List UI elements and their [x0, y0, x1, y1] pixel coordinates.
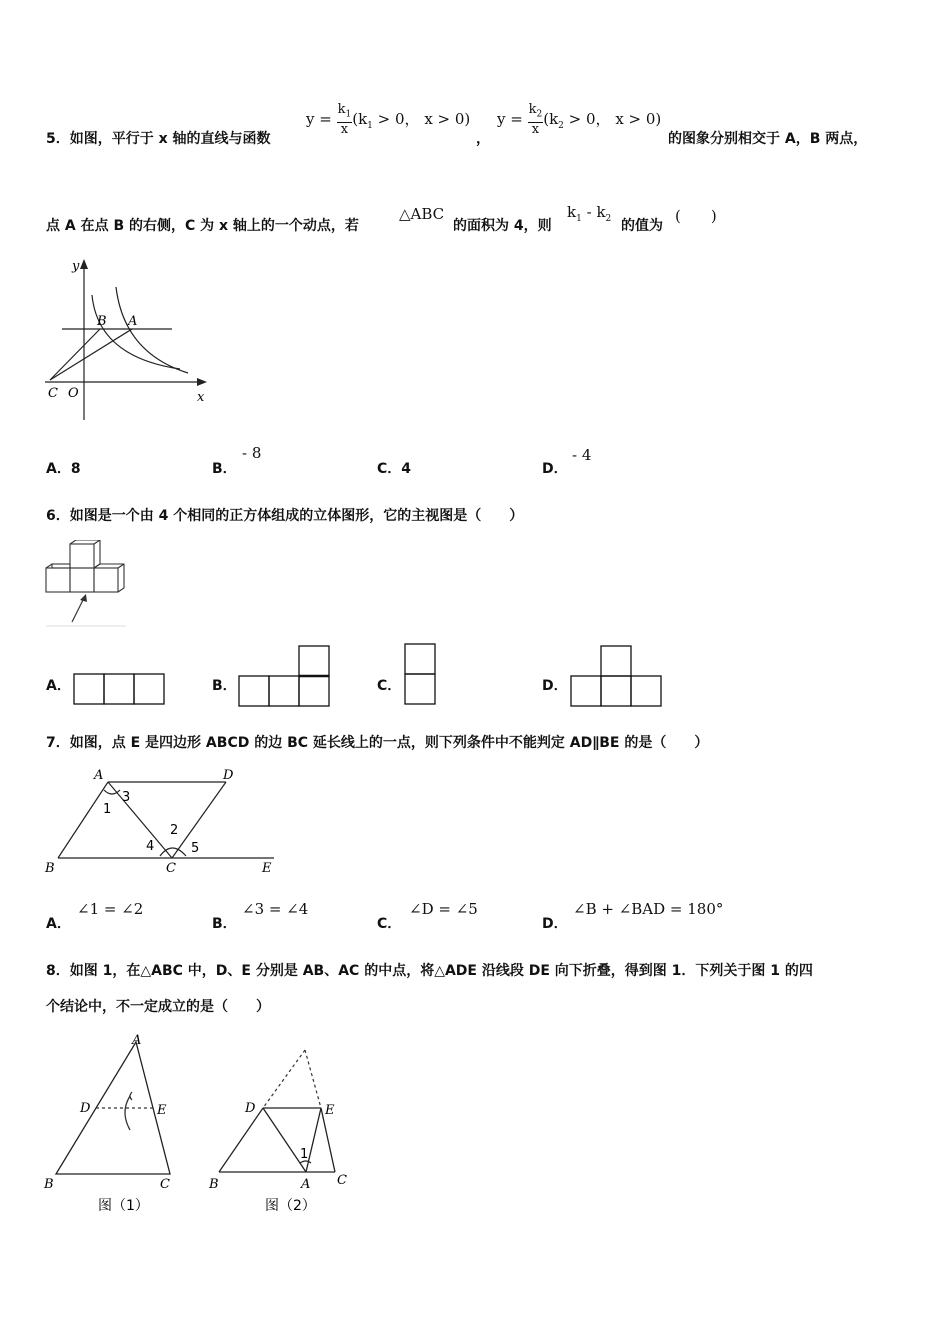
f2-num: k [528, 102, 537, 117]
q5-text-a: 如图，平行于 x 轴的直线与函数 [69, 131, 271, 147]
q5-function-2 [497, 103, 661, 137]
dashed-ad [263, 1050, 305, 1108]
label-e: E [262, 861, 272, 876]
label-angle-4: 4 [146, 839, 155, 854]
q6-option-c-shape[interactable] [404, 643, 436, 705]
label-a: A [128, 314, 138, 329]
q7-option-b[interactable]: B． [212, 916, 237, 932]
q8-line1 [46, 960, 813, 980]
q7-option-a-value: ∠1 = ∠2 [77, 900, 144, 918]
q5-line1 [46, 128, 271, 148]
segment-ea [306, 1108, 321, 1172]
q7-figure [40, 764, 285, 879]
q7-option-d-value: ∠B + ∠BAD = 180° [573, 900, 724, 918]
q6-stem [46, 505, 523, 525]
segment-ca [50, 329, 132, 380]
option-key: C． [377, 461, 402, 477]
f1-lhs: y = [306, 109, 332, 128]
label-a: A [301, 1177, 311, 1192]
f1-cond-rest: > 0， x > 0) [372, 109, 471, 128]
k2-sub: 2 [605, 214, 612, 224]
f2-den: x [531, 121, 540, 137]
q7-option-c-value: ∠D = ∠5 [409, 900, 478, 918]
segment-da [263, 1108, 309, 1172]
label-c: C [48, 386, 58, 401]
option-value: 8 [70, 461, 81, 477]
label-angle-5: 5 [191, 841, 200, 856]
q6-option-d[interactable]: D． [542, 678, 568, 694]
y-axis-arrow [80, 259, 88, 269]
label-e: E [157, 1103, 167, 1118]
x-axis-arrow [197, 378, 207, 386]
q5-option-c[interactable] [377, 458, 411, 478]
q6-option-a[interactable]: A． [46, 678, 71, 694]
q5-option-a[interactable] [46, 458, 81, 478]
f1-den: x [340, 121, 349, 137]
q8-number: 8． [46, 963, 70, 979]
label-b: B [209, 1177, 219, 1192]
label-angle-3: 3 [122, 790, 131, 805]
q6-option-b[interactable]: B． [212, 678, 237, 694]
q5-k-difference [567, 203, 611, 224]
f2-lhs: y = [497, 109, 523, 128]
label-b: B [97, 314, 107, 329]
label-angle-1: 1 [300, 1147, 309, 1162]
q6-option-a-shape[interactable] [73, 673, 165, 705]
segment-ab [58, 782, 108, 858]
label-e: E [325, 1103, 335, 1118]
k1: k [567, 203, 577, 221]
q6-option-d-shape[interactable] [570, 645, 662, 707]
f2-fraction [528, 103, 544, 137]
q5-line2-a: 点 A 在点 B 的右侧，C 为 x 轴上的一个动点，若 [46, 218, 359, 234]
q5-triangle: △ABC [399, 205, 445, 223]
q6-text: 如图是一个由 4 个相同的正方体组成的立体图形，它的主视图是（ ） [69, 508, 524, 524]
label-c: C [337, 1173, 347, 1188]
q5-text-b: 的图象分别相交于 A，B 两点， [668, 131, 868, 147]
minus: - [581, 203, 597, 221]
caption-fig-2: 图（2） [265, 1198, 316, 1214]
segment-ac [108, 782, 172, 858]
q5-line2-b: 的面积为 4，则 [453, 218, 552, 234]
q5-sep: ， [476, 131, 490, 147]
segment-bd [219, 1108, 263, 1172]
q7-text: 如图，点 E 是四边形 ABCD 的边 BC 延长线上的一点，则下列条件中不能判定 AD∥BE 的是（ ） [69, 735, 709, 751]
q5-number: 5． [46, 131, 70, 147]
q6-option-b-shape[interactable] [238, 645, 330, 707]
q5-option-d[interactable] [542, 458, 568, 478]
label-x: x [197, 390, 205, 405]
dashed-ae [305, 1050, 321, 1108]
label-d: D [80, 1101, 91, 1116]
q7-number: 7． [46, 735, 70, 751]
view-arrow-head [80, 594, 87, 602]
option-value: 4 [401, 461, 412, 477]
f1-num: k [337, 102, 346, 117]
q8-figure-2 [205, 1040, 355, 1220]
f2-cond-sub: 2 [558, 120, 564, 131]
q6-number: 6． [46, 508, 70, 524]
q7-option-a[interactable]: A． [46, 916, 71, 932]
k2: k [596, 203, 606, 221]
f1-cond-sub: 1 [367, 120, 373, 131]
f2-cond-rest: > 0， x > 0) [563, 109, 662, 128]
q7-option-b-value: ∠3 = ∠4 [242, 900, 309, 918]
curve-k1 [116, 287, 188, 373]
q5-option-b[interactable] [212, 458, 237, 478]
label-d: D [245, 1101, 256, 1116]
q5-figure [40, 255, 215, 425]
q6-option-c[interactable]: C． [377, 678, 402, 694]
q7-stem [46, 732, 708, 752]
f1-fraction [337, 103, 353, 137]
q8-figure-1 [40, 1030, 190, 1220]
fold-arrow [125, 1096, 130, 1130]
q5-function-1 [306, 103, 470, 137]
q7-option-d[interactable]: D． [542, 916, 568, 932]
label-c: C [160, 1177, 170, 1192]
segment-cb [50, 329, 100, 380]
label-o: O [68, 386, 79, 401]
label-a: A [132, 1033, 142, 1048]
q8-text-1: 如图 1，在△ABC 中，D、E 分别是 AB、AC 的中点，将△ADE 沿线段 DE 向下折叠，得到图 1．下列关于图 1 的四 [69, 963, 813, 979]
label-b: B [44, 1177, 54, 1192]
f1-cond: (k [352, 109, 368, 128]
label-b: B [45, 861, 55, 876]
q5-option-b-value: - 8 [242, 444, 262, 462]
caption-fig-1: 图（1） [98, 1198, 149, 1214]
label-a: A [94, 768, 104, 783]
label-angle-1: 1 [103, 802, 112, 817]
curve-k2 [92, 295, 180, 369]
label-y: y [72, 259, 80, 274]
q6-figure [42, 540, 132, 630]
view-arrow [72, 598, 84, 622]
q8-line2: 个结论中，不一定成立的是（ ） [46, 999, 270, 1015]
f2-cond: (k [543, 109, 559, 128]
k1-sub: 1 [576, 214, 582, 224]
f2-num-sub: 2 [536, 109, 543, 120]
option-key: D． [542, 461, 568, 477]
q5-paren: ( ) [675, 207, 717, 225]
label-angle-2: 2 [170, 823, 179, 838]
option-key: A． [46, 461, 71, 477]
q5-line2-c: 的值为 [621, 218, 663, 234]
label-d: D [223, 768, 234, 783]
label-c: C [166, 861, 176, 876]
q7-option-c[interactable]: C． [377, 916, 402, 932]
q5-option-d-value: - 4 [572, 446, 592, 464]
option-key: B． [212, 461, 237, 477]
f1-num-sub: 1 [345, 109, 352, 120]
